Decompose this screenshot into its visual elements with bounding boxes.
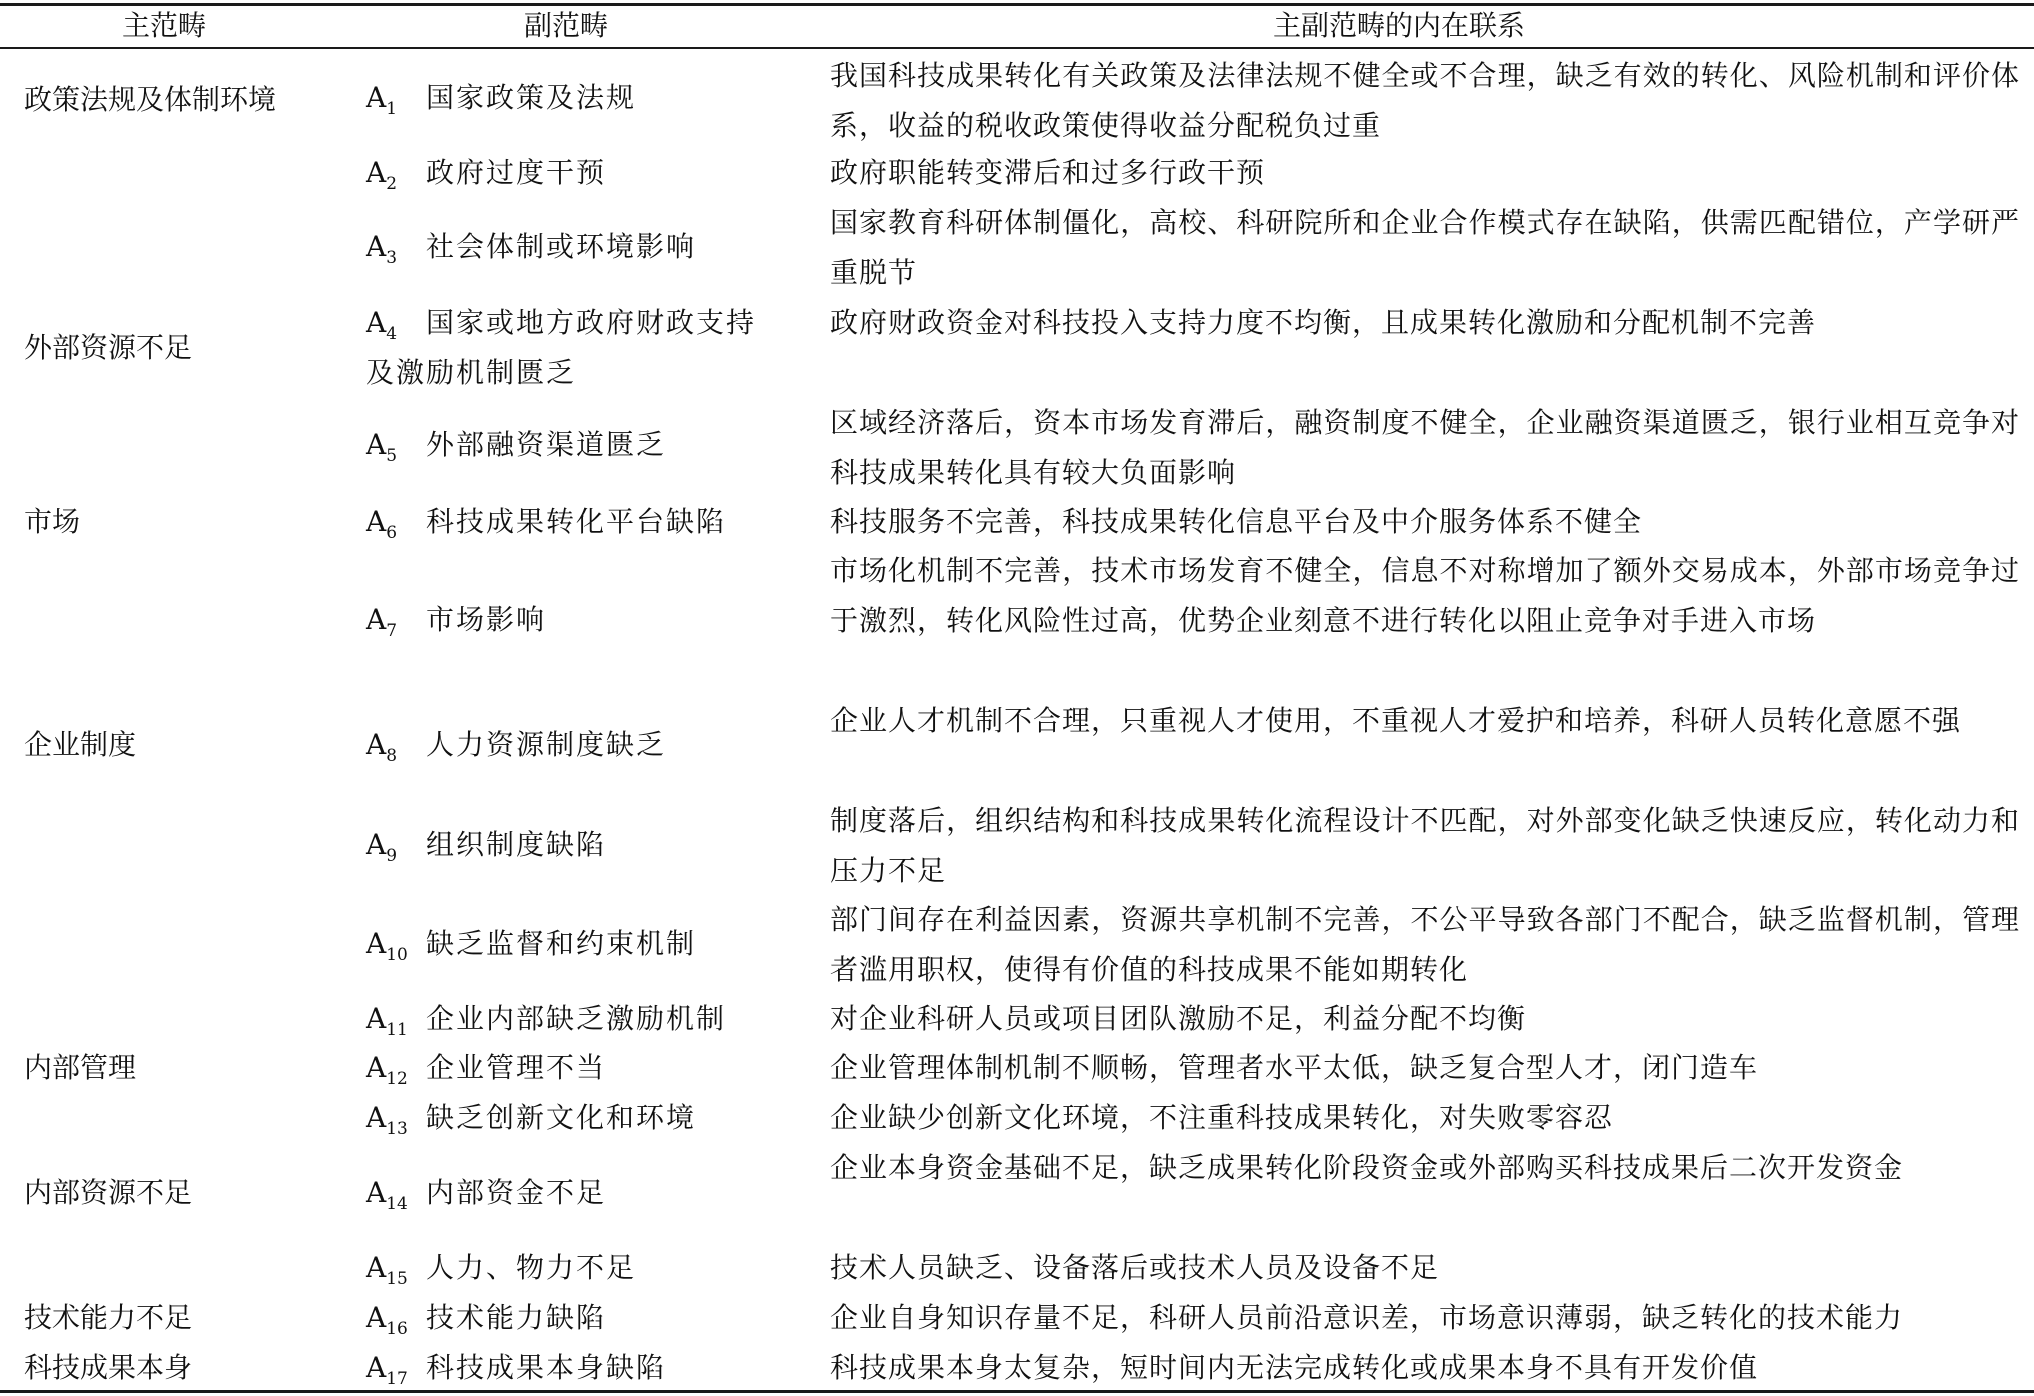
sub-category: $A_9$ 组织制度缺陷	[366, 828, 607, 866]
relation-text: 技术人员缺乏、设备落后或技术人员及设备不足	[830, 1251, 1440, 1284]
sub-category: $A_{12}$ 企业管理不当	[366, 1051, 607, 1089]
relation-text: 对企业科研人员或项目团队激励不足，利益分配不均衡	[830, 1002, 1527, 1035]
sub-category: $A_2$ 政府过度干预	[366, 156, 607, 194]
sub-category: $A_6$ 科技成果转化平台缺陷	[366, 505, 727, 543]
header-main-category: 主范畴	[122, 9, 207, 42]
relation-text: 企业管理体制机制不顺畅，管理者水平太低，缺乏复合型人才，闭门造车	[830, 1051, 1759, 1084]
table-top-rule	[0, 3, 2034, 6]
sub-category: $A_7$ 市场影响	[366, 603, 547, 641]
relation-text: 企业缺少创新文化环境，不注重科技成果转化，对失败零容忍	[830, 1101, 1614, 1134]
sub-category: $A_{15}$ 人力、物力不足	[366, 1251, 637, 1289]
sub-category-continued: 及激励机制匮乏	[366, 356, 577, 389]
sub-category: $A_{14}$ 内部资金不足	[366, 1176, 607, 1214]
relation-text: 区域经济落后，资本市场发育滞后，融资制度不健全，企业融资渠道匮乏，银行业相互竞争对科技成果转化具有较大负面影响	[830, 406, 2020, 489]
main-category: 外部资源不足	[24, 331, 193, 364]
relation-text: 科技服务不完善，科技成果转化信息平台及中介服务体系不健全	[830, 505, 1643, 538]
table-header-rule	[0, 47, 2034, 49]
main-category: 内部资源不足	[24, 1176, 193, 1209]
sub-category: $A_{11}$ 企业内部缺乏激励机制	[366, 1002, 727, 1040]
sub-category: $A_3$ 社会体制或环境影响	[366, 230, 697, 268]
header-relation: 主副范畴的内在联系	[1273, 9, 1526, 42]
relation-text: 政府财政资金对科技投入支持力度不均衡，且成果转化激励和分配机制不完善	[830, 306, 1817, 339]
relation-text: 市场化机制不完善，技术市场发育不健全，信息不对称增加了额外交易成本，外部市场竞争过于激烈，转化风险性过高，优势企业刻意不进行转化以阻止竞争对手进入市场	[830, 554, 2020, 637]
main-category: 企业制度	[24, 728, 137, 761]
relation-text: 企业人才机制不合理，只重视人才使用，不重视人才爱护和培养，科研人员转化意愿不强	[830, 704, 1962, 737]
sub-category: $A_{13}$ 缺乏创新文化和环境	[366, 1101, 697, 1139]
sub-category: $A_5$ 外部融资渠道匮乏	[366, 428, 667, 466]
main-category: 科技成果本身	[24, 1351, 193, 1384]
sub-category: $A_4$ 国家或地方政府财政支持	[366, 306, 757, 344]
relation-text: 部门间存在利益因素，资源共享机制不完善，不公平导致各部门不配合，缺乏监督机制，管理者滥用职权，使得有价值的科技成果不能如期转化	[830, 903, 2020, 986]
sub-category: $A_{10}$ 缺乏监督和约束机制	[366, 927, 697, 965]
relation-text: 科技成果本身太复杂，短时间内无法完成转化或成果本身不具有开发价值	[830, 1351, 1759, 1384]
sub-category: $A_1$ 国家政策及法规	[366, 81, 637, 119]
sub-category: $A_{17}$ 科技成果本身缺陷	[366, 1351, 667, 1389]
main-category: 技术能力不足	[24, 1301, 193, 1334]
main-category: 内部管理	[24, 1051, 137, 1084]
main-category: 政策法规及体制环境	[24, 83, 277, 116]
relation-text: 企业本身资金基础不足，缺乏成果转化阶段资金或外部购买科技成果后二次开发资金	[830, 1151, 1904, 1184]
relation-text: 制度落后，组织结构和科技成果转化流程设计不匹配，对外部变化缺乏快速反应，转化动力和压力不足	[830, 804, 2020, 887]
header-sub-category: 副范畴	[524, 9, 609, 42]
main-category: 市场	[24, 505, 81, 538]
relation-text: 国家教育科研体制僵化，高校、科研院所和企业合作模式存在缺陷，供需匹配错位，产学研严重脱节	[830, 206, 2020, 289]
sub-category: $A_{16}$ 技术能力缺陷	[366, 1301, 607, 1339]
relation-text: 我国科技成果转化有关政策及法律法规不健全或不合理，缺乏有效的转化、风险机制和评价体系，收益的税收政策使得收益分配税负过重	[830, 59, 2020, 142]
sub-category: $A_8$ 人力资源制度缺乏	[366, 728, 667, 766]
relation-text: 政府职能转变滞后和过多行政干预	[830, 156, 1266, 189]
relation-text: 企业自身知识存量不足，科研人员前沿意识差，市场意识薄弱，缺乏转化的技术能力	[830, 1301, 1904, 1334]
